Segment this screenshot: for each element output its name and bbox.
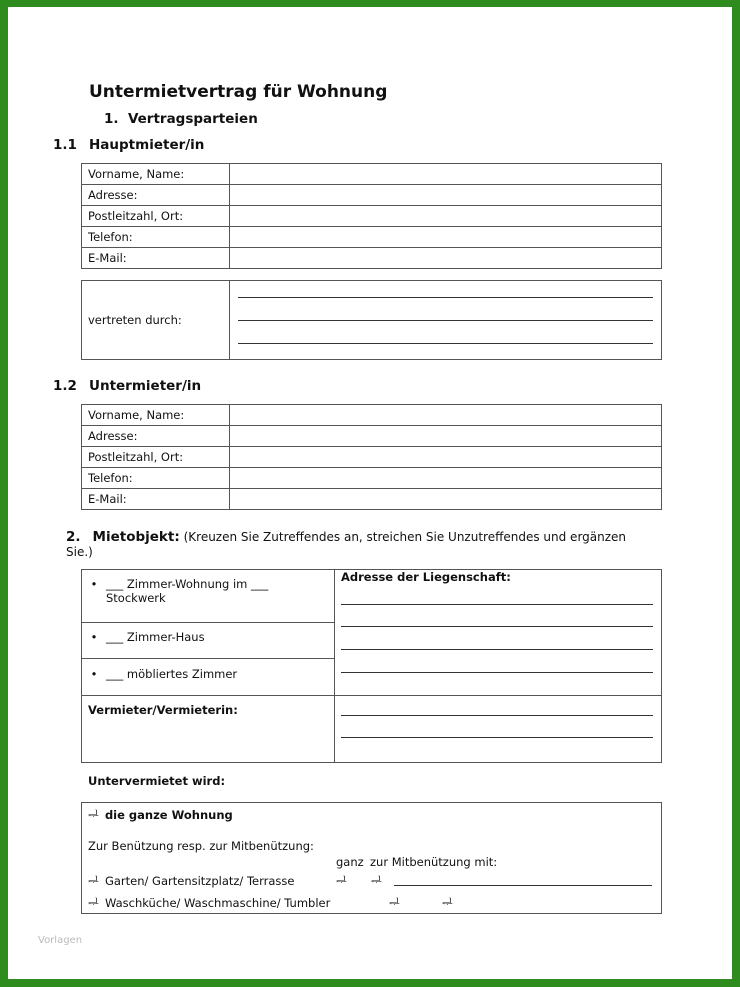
option-furnished-label: ___ möbliertes Zimmer — [106, 667, 238, 681]
untervermietet-box — [81, 802, 662, 914]
whole-apartment-label: die ganze Wohnung — [104, 808, 233, 822]
address-field[interactable] — [230, 185, 662, 206]
garden-row[interactable] — [88, 873, 294, 889]
phone-field[interactable] — [230, 227, 662, 248]
footer-watermark: Vorlagen — [38, 935, 83, 946]
laundry-row[interactable] — [88, 895, 330, 911]
address-line[interactable] — [341, 604, 653, 605]
zip-city-field[interactable] — [230, 447, 662, 468]
section-1-2-title: Untermieter/in — [89, 378, 202, 394]
email-field[interactable] — [230, 248, 662, 269]
table-row — [82, 248, 662, 269]
email-field[interactable] — [230, 489, 662, 510]
table-row — [82, 426, 662, 447]
vertreten-table — [81, 280, 662, 360]
laundry-whole-checkbox-icon[interactable]: ᆗ — [389, 897, 399, 910]
section-1-2-number: 1.2 — [53, 378, 77, 394]
untervermietet-label: Untervermietet wird: — [88, 774, 226, 788]
vertreten-label: vertreten durch: — [82, 281, 230, 360]
option-furnished-room[interactable] — [82, 667, 237, 681]
table-row — [82, 206, 662, 227]
field-label: Postleitzahl, Ort: — [82, 206, 230, 227]
option-house[interactable] — [82, 630, 205, 644]
ganz-label: ganz — [336, 855, 364, 869]
field-label: Postleitzahl, Ort: — [82, 447, 230, 468]
section-2-note: (Kreuzen Sie Zutreffendes an, streichen Sie Unzutreffendes und ergänzen Sie.) — [66, 530, 627, 559]
table-row — [82, 185, 662, 206]
bullet-icon: • — [90, 630, 98, 644]
field-label: Vorname, Name: — [82, 164, 230, 185]
laundry-label: Waschküche/ Waschmaschine/ Tumbler — [104, 896, 331, 910]
table-row — [82, 164, 662, 185]
address-label: Adresse der Liegenschaft: — [341, 570, 511, 584]
bullet-icon: • — [90, 577, 98, 591]
bullet-icon: • — [90, 667, 98, 681]
checkbox-icon[interactable]: ᆗ — [88, 875, 98, 888]
hauptmieter-table — [81, 163, 662, 269]
table-row — [82, 468, 662, 489]
section-1-1-heading — [53, 137, 204, 153]
section-2-number: 2. — [66, 529, 81, 545]
name-field[interactable] — [230, 164, 662, 185]
option-apartment-floor: Stockwerk — [106, 591, 166, 605]
garden-shared-checkbox-icon[interactable]: ᆗ — [371, 875, 381, 888]
garden-whole-checkbox-icon[interactable]: ᆗ — [336, 875, 346, 888]
usage-label: Zur Benützung resp. zur Mitbenützung: — [88, 839, 314, 853]
whole-apartment-row[interactable] — [88, 807, 233, 823]
table-row — [82, 405, 662, 426]
landlord-line[interactable] — [341, 715, 653, 716]
table-row — [82, 489, 662, 510]
garden-label: Garten/ Gartensitzplatz/ Terrasse — [104, 874, 295, 888]
mietobjekt-table — [81, 569, 662, 763]
landlord-line[interactable] — [341, 737, 653, 738]
phone-field[interactable] — [230, 468, 662, 489]
section-1-heading — [104, 111, 258, 127]
section-1-1-title: Hauptmieter/in — [89, 137, 205, 153]
laundry-shared-checkbox-icon[interactable]: ᆗ — [442, 897, 452, 910]
address-line[interactable] — [341, 649, 653, 650]
field-label: Adresse: — [82, 185, 230, 206]
field-label: Adresse: — [82, 426, 230, 447]
section-1-1-number: 1.1 — [53, 137, 77, 153]
option-apartment[interactable] — [82, 577, 268, 605]
address-line[interactable] — [341, 626, 653, 627]
section-1-2-heading — [53, 378, 201, 394]
zip-city-field[interactable] — [230, 206, 662, 227]
document-page — [8, 7, 732, 979]
garden-shared-line[interactable] — [394, 885, 652, 886]
section-2-title: Mietobjekt: — [92, 529, 180, 545]
checkbox-icon[interactable]: ᆗ — [88, 809, 98, 822]
option-apartment-label: ___ Zimmer-Wohnung im ___ — [106, 577, 269, 591]
vertreten-field[interactable] — [230, 281, 662, 360]
mitbenuetzung-label: zur Mitbenützung mit: — [370, 855, 498, 869]
page-title: Untermietvertrag für Wohnung — [89, 82, 388, 102]
field-label: Vorname, Name: — [82, 405, 230, 426]
name-field[interactable] — [230, 405, 662, 426]
untermieter-table — [81, 404, 662, 510]
field-label: Telefon: — [82, 227, 230, 248]
landlord-label: Vermieter/Vermieterin: — [88, 703, 238, 717]
checkbox-icon[interactable]: ᆗ — [88, 897, 98, 910]
address-line[interactable] — [341, 672, 653, 673]
section-1-number: 1. — [104, 111, 119, 127]
table-row — [82, 227, 662, 248]
field-label: E-Mail: — [82, 248, 230, 269]
table-row — [82, 447, 662, 468]
field-label: Telefon: — [82, 468, 230, 489]
field-label: E-Mail: — [82, 489, 230, 510]
section-1-title: Vertragsparteien — [127, 111, 258, 127]
section-2-heading — [66, 529, 656, 559]
address-field[interactable] — [230, 426, 662, 447]
option-house-label: ___ Zimmer-Haus — [106, 630, 205, 644]
